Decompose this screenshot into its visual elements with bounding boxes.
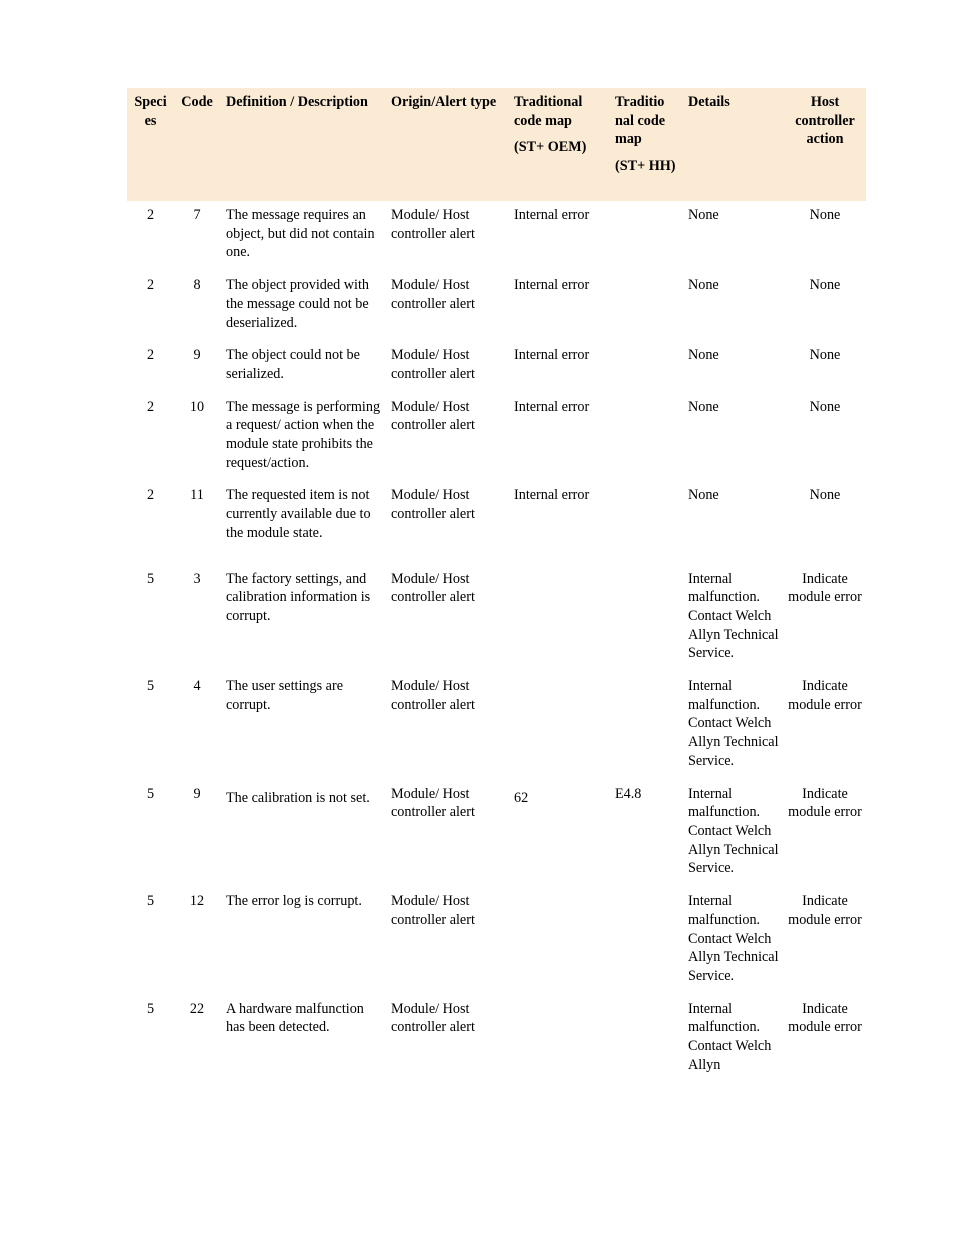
cell-traditional-hh: E4.8 xyxy=(615,785,642,802)
cell-definition: The object could not be serialized. xyxy=(226,347,360,382)
cell-traditional-oem xyxy=(508,672,609,780)
cell-traditional-hh xyxy=(609,393,682,482)
cell-details: None xyxy=(688,207,719,223)
cell-species: 5 xyxy=(146,893,155,910)
cell-host-action: None xyxy=(809,487,841,504)
cell-code: 9 xyxy=(193,347,201,364)
header-origin-alert-type: Origin/Alert type xyxy=(385,88,508,201)
cell-species: 5 xyxy=(146,1000,155,1017)
cell-details: Internal malfunction. Contact Welch Allyn Technical Service. xyxy=(688,785,779,877)
cell-species: 5 xyxy=(146,678,155,695)
cell-code: 22 xyxy=(189,1000,205,1017)
cell-species: 2 xyxy=(146,207,155,223)
cell-traditional-hh xyxy=(609,887,682,995)
cell-definition: The object provided with the message could not be deserialized. xyxy=(226,277,370,331)
cell-species: 2 xyxy=(146,487,155,504)
cell-species: 2 xyxy=(146,347,155,364)
cell-code: 3 xyxy=(193,570,201,587)
table-row xyxy=(127,995,866,1084)
cell-details: Internal malfunction. Contact Welch Allyn Technical Service. xyxy=(688,678,779,769)
cell-details: Internal malfunction. Contact Welch Allyn xyxy=(688,1000,772,1073)
table-row xyxy=(127,780,866,888)
cell-origin: Module/ Host controller alert xyxy=(391,487,475,523)
table-row xyxy=(127,341,866,392)
cell-host-action: None xyxy=(809,207,841,223)
cell-code: 10 xyxy=(189,398,205,415)
cell-traditional-oem: Internal error xyxy=(514,207,590,223)
cell-traditional-oem xyxy=(508,995,609,1084)
cell-traditional-hh xyxy=(609,481,682,551)
header-host-controller-action: Host controller action xyxy=(784,88,866,201)
cell-definition: The message requires an object, but did not contain one. xyxy=(226,207,375,261)
cell-details: Internal malfunction. Contact Welch Allyn Technical Service. xyxy=(688,893,779,984)
cell-definition: The user settings are corrupt. xyxy=(226,678,344,713)
cell-details: None xyxy=(688,277,719,294)
cell-definition: The calibration is not set. xyxy=(226,789,370,806)
table-row xyxy=(127,271,866,341)
cell-details: None xyxy=(688,347,719,364)
cell-traditional-oem: Internal error xyxy=(514,487,590,504)
cell-host-action: Indicate module error xyxy=(788,570,862,606)
table-row xyxy=(127,887,866,995)
cell-origin: Module/ Host controller alert xyxy=(391,570,475,606)
table-row xyxy=(127,201,866,271)
cell-host-action: Indicate module error xyxy=(788,1000,862,1036)
header-traditional-hh-subtitle: (ST+ HH) xyxy=(615,158,676,175)
cell-definition: The requested item is not currently available due to the module state. xyxy=(226,487,371,541)
cell-definition: The factory settings, and calibration information is corrupt. xyxy=(226,570,371,624)
cell-traditional-hh xyxy=(609,995,682,1084)
cell-details: None xyxy=(688,398,719,415)
cell-traditional-oem: 62 xyxy=(514,789,529,806)
cell-code: 12 xyxy=(189,893,205,910)
header-traditional-oem-subtitle: (ST+ OEM) xyxy=(514,139,587,156)
cell-traditional-hh xyxy=(609,552,682,673)
table-header-row xyxy=(127,88,866,201)
cell-traditional-oem: Internal error xyxy=(514,347,590,364)
cell-origin: Module/ Host controller alert xyxy=(391,1000,475,1036)
header-traditional-oem-title: Traditional code map xyxy=(514,94,583,129)
table-row xyxy=(127,672,866,780)
cell-traditional-hh xyxy=(609,201,682,271)
error-code-table xyxy=(127,88,866,1083)
cell-origin: Module/ Host controller alert xyxy=(391,785,475,821)
cell-definition: The message is performing a request/ action when the module state prohibits the request/action. xyxy=(226,398,381,471)
header-traditional-code-map-oem xyxy=(508,88,609,201)
cell-origin: Module/ Host controller alert xyxy=(391,398,475,434)
cell-species: 2 xyxy=(146,277,155,294)
header-code: Code xyxy=(174,88,220,201)
cell-traditional-oem xyxy=(508,887,609,995)
table-row xyxy=(127,393,866,482)
cell-definition: A hardware malfunction has been detected. xyxy=(226,1000,364,1036)
header-species: Speci es xyxy=(127,88,174,201)
cell-definition: The error log is corrupt. xyxy=(226,893,362,910)
cell-origin: Module/ Host controller alert xyxy=(391,277,475,312)
cell-traditional-oem: Internal error xyxy=(514,277,590,294)
cell-origin: Module/ Host controller alert xyxy=(391,678,475,713)
table-row xyxy=(127,481,866,551)
cell-host-action: Indicate module error xyxy=(788,785,862,821)
header-traditional-code-map-hh xyxy=(609,88,682,201)
cell-origin: Module/ Host controller alert xyxy=(391,893,475,928)
cell-host-action: Indicate module error xyxy=(788,893,862,928)
cell-traditional-hh xyxy=(609,341,682,392)
cell-host-action: None xyxy=(809,398,841,415)
table-row xyxy=(127,552,866,673)
cell-host-action: Indicate module error xyxy=(788,678,862,713)
header-traditional-hh-title: Traditio nal code map xyxy=(615,94,666,148)
cell-host-action: None xyxy=(809,347,841,364)
cell-code: 7 xyxy=(193,207,201,223)
cell-origin: Module/ Host controller alert xyxy=(391,347,475,382)
cell-traditional-oem xyxy=(508,552,609,673)
cell-traditional-hh xyxy=(609,672,682,780)
cell-origin: Module/ Host controller alert xyxy=(391,207,475,242)
cell-code: 9 xyxy=(193,785,201,802)
cell-species: 2 xyxy=(146,398,155,415)
cell-code: 4 xyxy=(193,678,201,695)
cell-species: 5 xyxy=(146,785,155,802)
cell-species: 5 xyxy=(146,570,155,587)
cell-details: Internal malfunction. Contact Welch Allyn Technical Service. xyxy=(688,570,779,662)
cell-code: 11 xyxy=(190,487,204,504)
cell-traditional-hh xyxy=(609,271,682,341)
cell-host-action: None xyxy=(809,277,841,294)
cell-traditional-oem: Internal error xyxy=(514,398,590,415)
header-details: Details xyxy=(682,88,784,201)
header-definition: Definition / Description xyxy=(220,88,385,201)
cell-code: 8 xyxy=(193,277,201,294)
cell-details: None xyxy=(688,487,719,504)
